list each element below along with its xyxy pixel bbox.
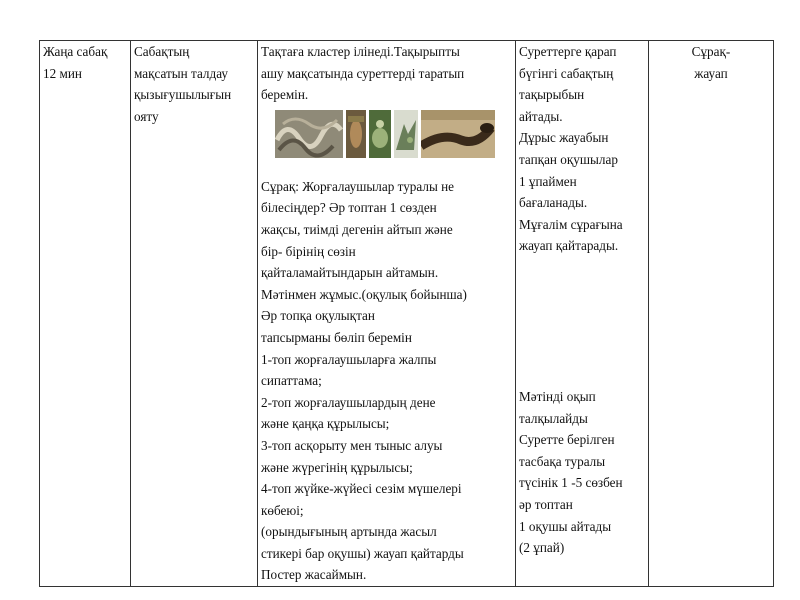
student-line: (2 ұпай) <box>519 540 565 556</box>
teacher-line: сипаттама; <box>261 373 322 389</box>
teacher-line: Сұрақ: Жорғалаушылар туралы не <box>261 178 455 194</box>
goal-line: Сабақтың <box>134 44 190 59</box>
teacher-line: және қаңқа құрылысы; <box>261 416 390 432</box>
student-line: 1 оқушы айтады <box>519 518 612 534</box>
teacher-line: 1-топ жорғалаушыларға жалпы <box>261 351 437 367</box>
teacher-line: Әр топқа оқулықтан <box>261 308 375 324</box>
assessment-line: Сұрақ- <box>691 44 731 59</box>
student-line: Мәтінді оқып <box>519 388 596 404</box>
teacher-line: стикері бар оқушы) жауап қайтарды <box>261 545 464 561</box>
goal-line: ояту <box>134 108 159 124</box>
student-line: тақырыбын <box>519 87 585 103</box>
student-line: Суретте берілген <box>519 432 615 448</box>
stage-duration: 12 мин <box>43 65 82 81</box>
snake-head-photo <box>421 110 495 158</box>
stage-cell <box>40 41 131 587</box>
teacher-line: 2-топ жорғалаушылардың дене <box>261 394 436 410</box>
intro-line: Тақтаға кластер ілінеді.Тақырыпты <box>261 44 460 59</box>
student-line: жауап қайтарады. <box>519 238 619 254</box>
assessment-cell <box>649 41 774 587</box>
lizard-photo <box>346 110 366 158</box>
teacher-line: білесіңдер? Әр топтан 1 сөзден <box>261 200 437 216</box>
goal-cell <box>131 41 258 587</box>
teacher-line: тапсырманы бөліп беремін <box>261 329 412 345</box>
stage-name: Жаңа сабақ <box>43 44 108 59</box>
student-line: Дұрыс жауабын <box>519 130 609 146</box>
turtle-photo <box>369 110 391 158</box>
spacer <box>519 257 645 386</box>
teacher-line: жақсы, тиімді дегенін айтып және <box>261 221 453 237</box>
photo-strip <box>261 106 512 176</box>
lesson-plan-table <box>39 40 774 587</box>
student-line: түсінік 1 -5 сөзбен <box>519 475 623 491</box>
teacher-line: Мәтінмен жұмыс.(оқулық бойынша) <box>261 286 467 302</box>
student-line: тапқан оқушылар <box>519 151 618 167</box>
student-line: бағаланады. <box>519 195 588 211</box>
student-line: 1 ұпаймен <box>519 173 577 189</box>
intro-line: ашу мақсатында суреттерді таратып <box>261 65 465 81</box>
teacher-line: Постер жасаймын. <box>261 567 367 583</box>
teacher-line: және жүрегінің құрылысы; <box>261 459 413 475</box>
crocodile-photo <box>394 110 418 158</box>
student-line: талқылайды <box>519 410 588 426</box>
teacher-line: 4-топ жүйке-жүйесі сезім мүшелері <box>261 481 462 497</box>
student-line: бүгінгі сабақтың <box>519 65 614 81</box>
assessment-line: жауап <box>694 65 728 81</box>
teacher-line: көбеюі; <box>261 502 304 518</box>
teacher-line: қайталамайтындарын айтамын. <box>261 265 439 281</box>
student-line: Суреттерге қарап <box>519 44 617 59</box>
student-line: тасбақа туралы <box>519 453 606 469</box>
goal-line: мақсатын талдау <box>134 65 228 81</box>
teacher-line: (орындығының артында жасыл <box>261 524 437 540</box>
goal-line: қызығушылығын <box>134 87 232 103</box>
student-line: Мұғалім сұрағына <box>519 216 623 232</box>
student-line: әр топтан <box>519 496 573 512</box>
teacher-line: бір- бірінің сөзін <box>261 243 356 259</box>
teacher-activity-cell <box>258 41 516 587</box>
table-row <box>40 41 774 587</box>
student-activity-cell <box>516 41 649 587</box>
teacher-line: 3-топ асқорыту мен тыныс алуы <box>261 437 443 453</box>
snakes-photo <box>275 110 343 158</box>
intro-line: беремін. <box>261 87 309 103</box>
student-line: айтады. <box>519 108 563 124</box>
